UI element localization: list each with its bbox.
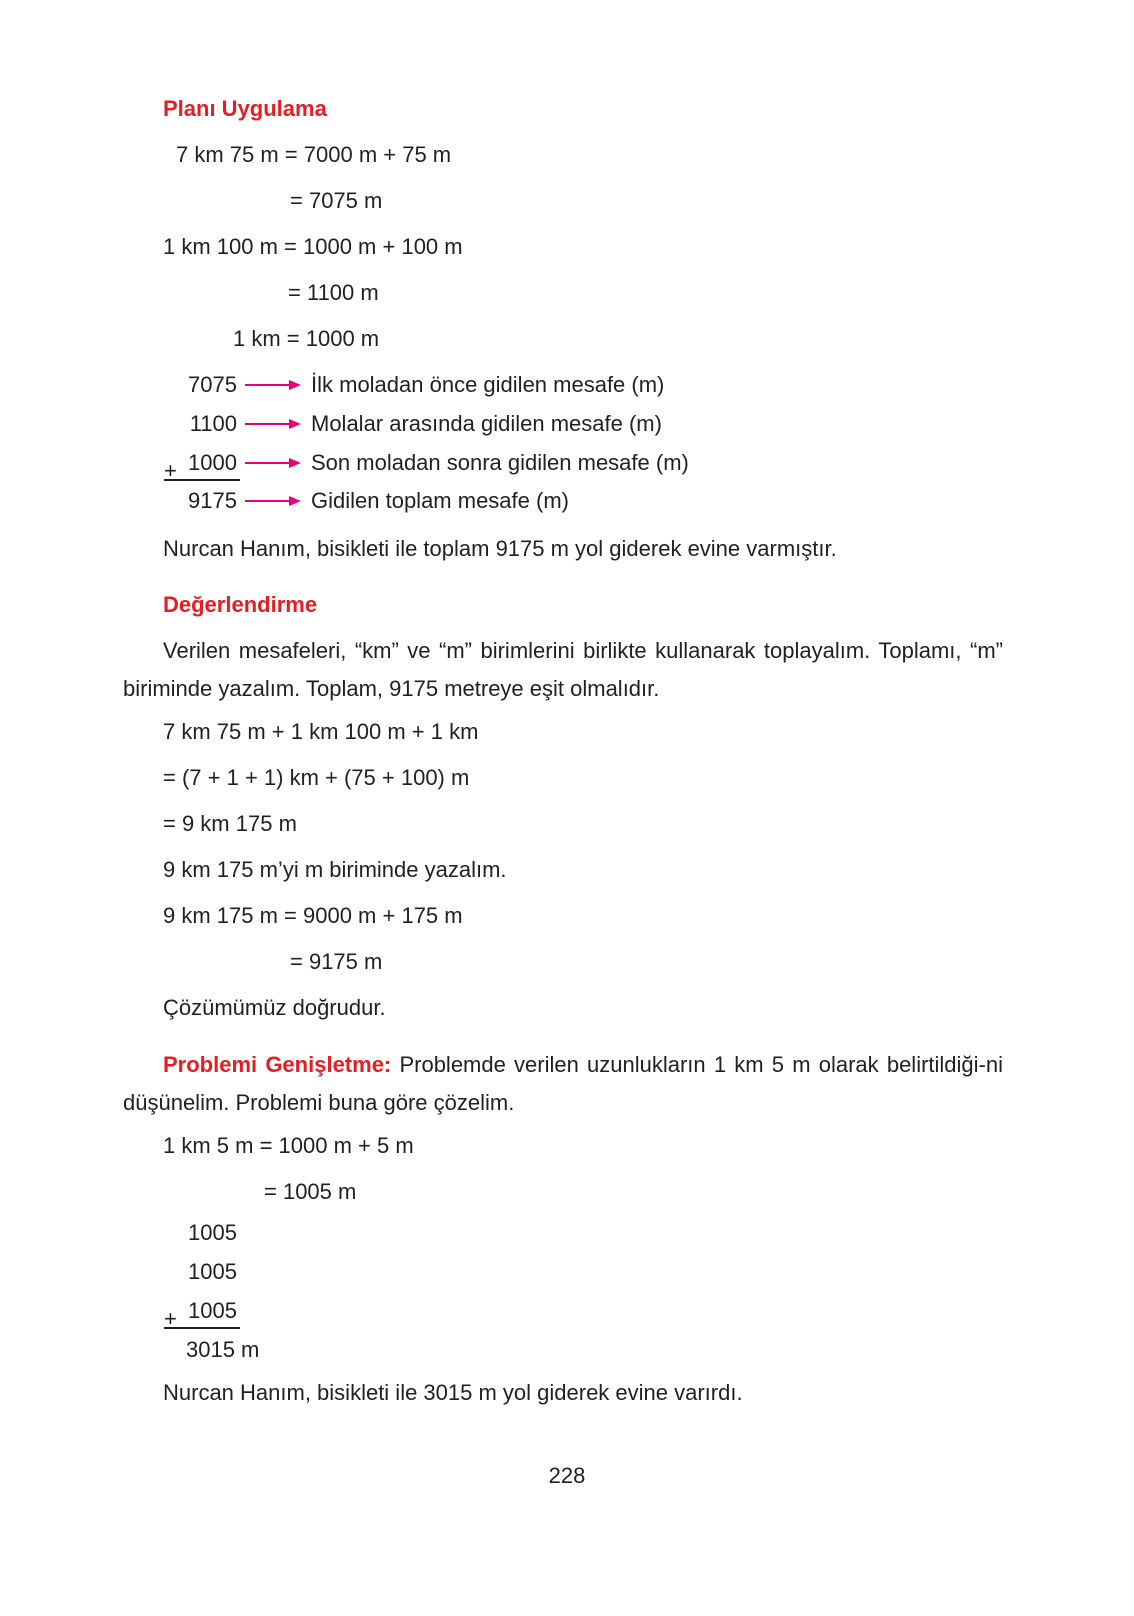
equation-7km-line1: 7 km 75 m = 7000 m + 75 m [176,142,452,167]
plus-sign: + [164,458,177,483]
evaluation-line-1: 7 km 75 m + 1 km 100 m + 1 km [163,719,479,744]
arrow-right-icon [245,495,301,507]
section1-conclusion: Nurcan Hanım, bisikleti ile toplam 9175 m yol giderek evine varmıştır. [163,536,837,561]
evaluation-paragraph: Verilen mesafeleri, “km” ve “m” birimlerini birlikte kullanarak toplayalım. Toplamı, “m” biriminde yazalım. Toplam, 9175 metreye eşit olmalıdır. [123,638,1003,701]
arrow-right-icon [245,418,301,430]
equation-1km: 1 km = 1000 m [233,326,380,351]
arrow-right-icon [245,457,301,469]
evaluation-line-2: = (7 + 1 + 1) km + (75 + 100) m [163,765,470,790]
sum-divider [164,479,240,481]
extension-sum-divider [164,1327,240,1329]
evaluation-line-6: = 9175 m [290,949,383,974]
sum-label-3: Son moladan sonra gidilen mesafe (m) [311,450,689,475]
sum-value-1: 7075 [188,372,237,397]
sum-label-2: Molalar arasında gidilen mesafe (m) [311,411,662,436]
extension-equation-line1: 1 km 5 m = 1000 m + 5 m [163,1133,414,1158]
extension-sum-value-2: 1005 [188,1259,237,1284]
extension-text: Problemde verilen uzunlukların 1 km 5 m olarak belirtildiği-ni düşünelim. Problemi buna göre çözelim. [123,1052,1003,1115]
evaluation-line-3: = 9 km 175 m [163,811,297,836]
sum-value-3: 1000 [188,450,237,475]
page-number: 228 [548,1463,586,1488]
extension-sum-result: 3015 m [186,1337,260,1362]
equation-7km-line2: = 7075 m [290,188,383,213]
extension-sum-value-1: 1005 [188,1220,237,1245]
section-heading-plani-uygulama: Planı Uygulama [163,96,327,121]
evaluation-line-5: 9 km 175 m = 9000 m + 175 m [163,903,463,928]
evaluation-line-4: 9 km 175 m’yi m biriminde yazalım. [163,857,507,882]
extension-sum-value-3: 1005 [188,1298,237,1323]
extension-paragraph [123,1046,1003,1122]
equation-1km100-line1: 1 km 100 m = 1000 m + 100 m [163,234,463,259]
equation-1km100-line2: = 1100 m [288,280,379,305]
section-heading-problemi-genisletme: Problemi Genişletme: [163,1052,392,1077]
sum-label-total: Gidilen toplam mesafe (m) [311,488,569,513]
extension-conclusion: Nurcan Hanım, bisikleti ile 3015 m yol giderek evine varırdı. [163,1380,743,1405]
evaluation-line-7: Çözümümüz doğrudur. [163,995,386,1020]
extension-equation-line2: = 1005 m [264,1179,357,1204]
sum-label-1: İlk moladan önce gidilen mesafe (m) [311,372,665,397]
arrow-right-icon [245,379,301,391]
sum-value-total: 9175 [188,488,237,513]
plus-sign: + [164,1306,177,1331]
section-heading-degerlendirme: Değerlendirme [163,592,318,617]
sum-value-2: 1100 [189,411,237,436]
